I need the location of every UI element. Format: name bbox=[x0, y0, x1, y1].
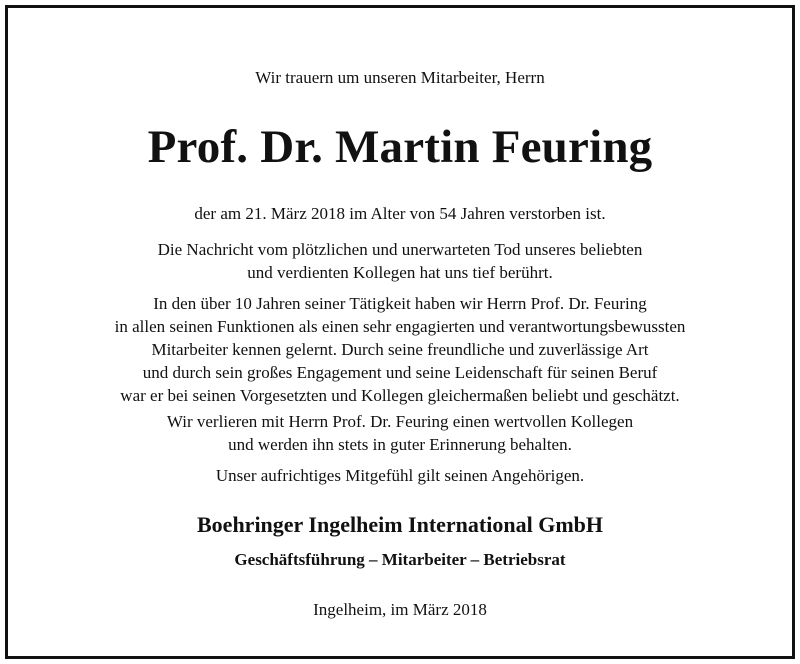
condolence-line: Unser aufrichtiges Mitgefühl gilt seinen Angehörigen. bbox=[215, 466, 585, 485]
intro-line: Wir trauern um unseren Mitarbeiter, Herrn bbox=[255, 68, 545, 87]
news-paragraph bbox=[8, 238, 792, 284]
career-paragraph bbox=[8, 292, 792, 407]
career-line: und durch sein großes Engagement und seine Leidenschaft für seinen Beruf bbox=[142, 363, 658, 382]
loss-line: und werden ihn stets in guter Erinnerung behalten. bbox=[228, 435, 572, 454]
loss-line: Wir verlieren mit Herrn Prof. Dr. Feuring einen wertvollen Kollegen bbox=[166, 412, 634, 431]
condolence-paragraph bbox=[8, 464, 792, 487]
career-line: war er bei seinen Vorgesetzten und Kollegen gleichermaßen beliebt und geschätzt. bbox=[120, 386, 680, 405]
death-date-text: der am 21. März 2018 im Alter von 54 Jahren verstorben ist. bbox=[194, 204, 606, 223]
news-line: Die Nachricht vom plötzlichen und unerwarteten Tod unseres beliebten bbox=[157, 240, 643, 259]
career-line: in allen seinen Funktionen als einen sehr engagierten und verantwortungsbewussten bbox=[114, 317, 686, 336]
obituary-frame bbox=[5, 5, 795, 659]
career-line: In den über 10 Jahren seiner Tätigkeit haben wir Herrn Prof. Dr. Feuring bbox=[153, 294, 647, 313]
signatories-line: Geschäftsführung – Mitarbeiter – Betriebsrat bbox=[234, 550, 566, 569]
loss-paragraph bbox=[8, 410, 792, 456]
place-date-line: Ingelheim, im März 2018 bbox=[313, 600, 487, 619]
death-date-line bbox=[8, 202, 792, 225]
career-line: Mitarbeiter kennen gelernt. Durch seine freundliche und zuverlässige Art bbox=[151, 340, 649, 359]
news-line: und verdienten Kollegen hat uns tief berührt. bbox=[247, 263, 553, 282]
company-name: Boehringer Ingelheim International GmbH bbox=[197, 512, 603, 537]
deceased-name: Prof. Dr. Martin Feuring bbox=[147, 121, 653, 173]
